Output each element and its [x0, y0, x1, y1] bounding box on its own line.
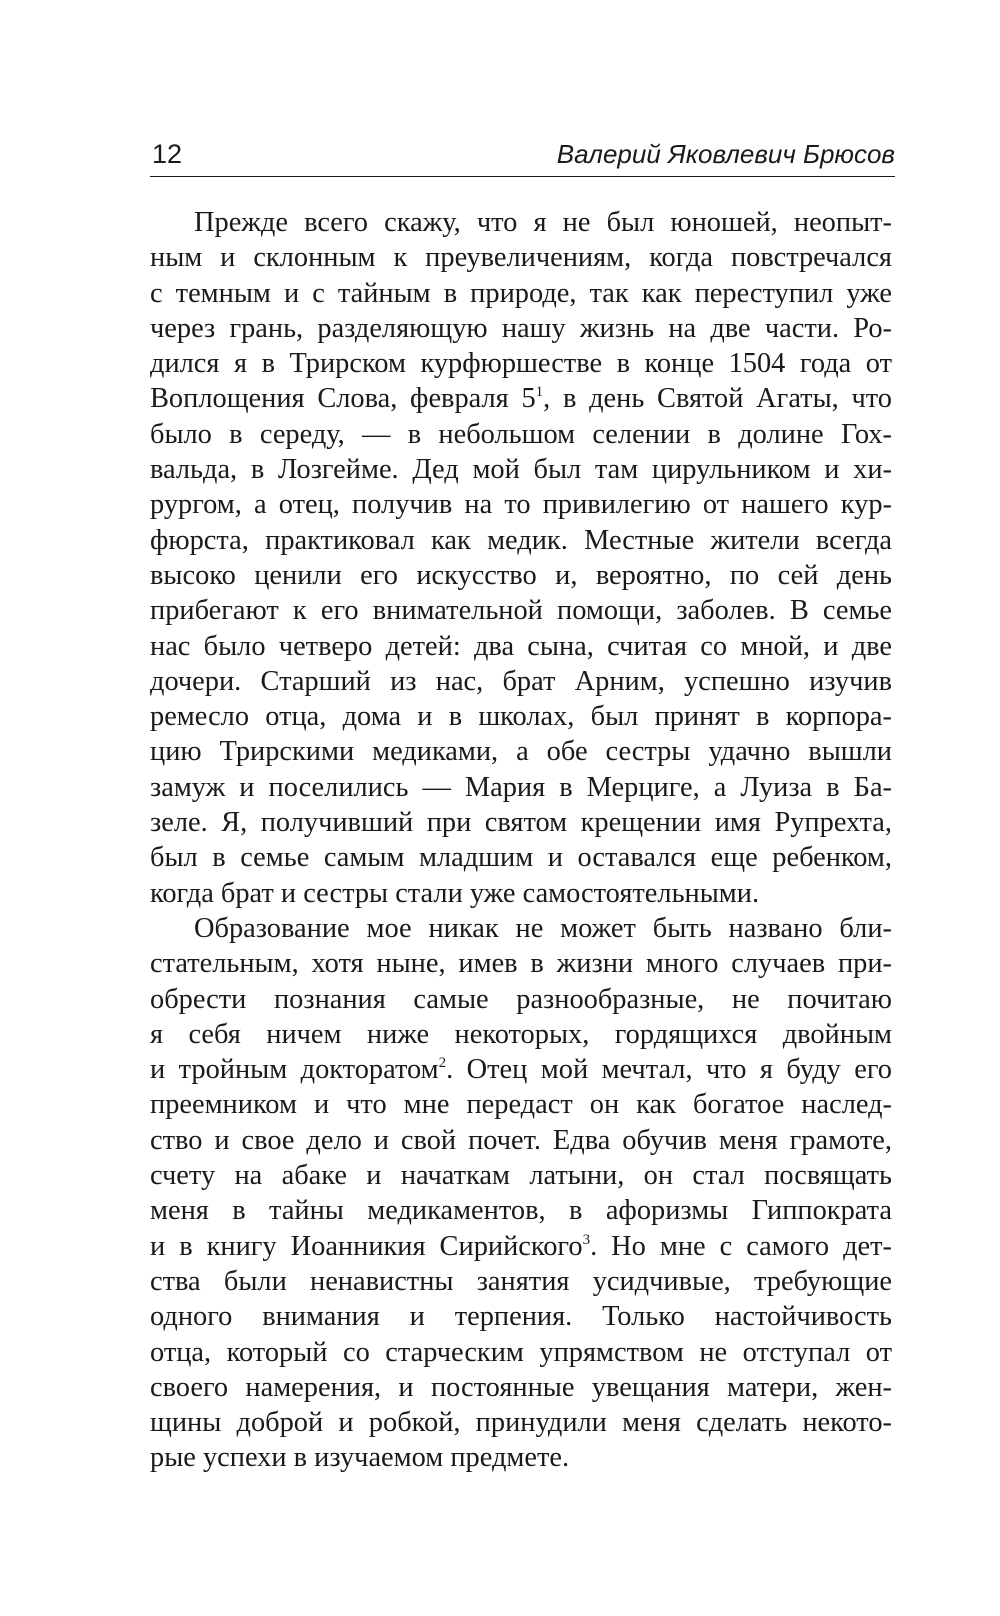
- text-line: ства были ненавистны занятия усидчивые, требующие: [150, 1265, 892, 1297]
- text-line: было в середу, — в небольшом селении в долине Гох-: [150, 418, 892, 450]
- text-line: через грань, разделяющую нашу жизнь на две части. Ро-: [150, 312, 892, 344]
- body-text: [150, 205, 892, 1476]
- text-line: дочери. Старший из нас, брат Арним, успешно изучив: [150, 665, 892, 697]
- text-line: Прежде всего скажу, что я не был юношей, неопыт-: [194, 207, 892, 238]
- text-line: преемником и что мне передаст он как богатое наслед-: [150, 1089, 892, 1121]
- text-line: цию Трирскими медиками, а обе сестры удачно вышли: [150, 736, 892, 768]
- text-line: своего намерения, и постоянные увещания матери, жен-: [150, 1371, 892, 1403]
- text-line: прибегают к его внимательной помощи, заболев. В семье: [150, 595, 892, 627]
- text-line: фюрста, практиковал как медик. Местные жители всегда: [150, 524, 892, 556]
- footnote-marker: 1: [535, 384, 544, 401]
- footnote-marker: 3: [582, 1231, 591, 1248]
- paragraph: [150, 205, 892, 911]
- text-line: и тройным докторатом$^2$. Отец мой мечтал, что я буду его: [150, 1054, 892, 1086]
- text-line: Образование мое никак не может быть названо бли-: [194, 912, 892, 944]
- text-line: нас было четверо детей: два сына, считая со мной, и две: [150, 630, 892, 662]
- text-line: ремесло отца, дома и в школах, был принят в корпора-: [150, 701, 892, 733]
- text-line: и в книгу Иоанникия Сирийского$^3$. Но мне с самого дет-: [150, 1230, 892, 1262]
- text-line: отца, который со старческим упрямством не отступал от: [150, 1336, 892, 1368]
- text-line: одного внимания и терпения. Только настойчивость: [150, 1301, 892, 1333]
- footnote-marker: 2: [438, 1055, 447, 1072]
- text-line: рургом, а отец, получив на то привилегию от нашего кур-: [150, 489, 892, 521]
- text-line: рые успехи в изучаемом предмете.: [150, 1442, 570, 1474]
- text-line: стательным, хотя ныне, имев в жизни много случаев при-: [150, 948, 892, 980]
- text-line: ным и склонным к преувеличениям, когда повстречался: [150, 242, 892, 274]
- text-line: с темным и с тайным в природе, так как переступил уже: [150, 277, 892, 309]
- text-line: когда брат и сестры стали уже самостоятельными.: [150, 877, 760, 909]
- text-line: был в семье самым младшим и оставался еще ребенком,: [150, 842, 892, 874]
- running-title: Валерий Яковлевич Брюсов: [556, 139, 895, 169]
- text-line: Воплощения Слова, февраля $5^1$, в день Святой Агаты, что: [150, 383, 892, 415]
- text-line: меня в тайны медикаментов, в афоризмы Гиппократа: [150, 1195, 892, 1227]
- text-line: ство и свое дело и свой почет. Едва обучив меня грамоте,: [150, 1124, 892, 1156]
- text-line: счету на абаке и начаткам латыни, он стал посвящать: [150, 1160, 892, 1192]
- text-line: обрести познания самые разнообразные, не почитаю: [150, 983, 892, 1015]
- text-line: высоко ценили его искусство и, вероятно, по сей день: [150, 559, 892, 591]
- text-line: я себя ничем ниже некоторых, гордящихся двойным: [150, 1018, 892, 1050]
- page-number: 12: [152, 139, 183, 169]
- paragraph: [150, 911, 892, 1476]
- running-header: [150, 134, 895, 177]
- text-line: замуж и поселились — Мария в Мерциге, а Луиза в Ба-: [150, 771, 892, 803]
- text-line: щины доброй и робкой, принудили меня сделать некото-: [150, 1407, 892, 1439]
- text-line: зеле. Я, получивший при святом крещении имя Рупрехта,: [150, 807, 892, 839]
- text-line: вальда, в Лозгейме. Дед мой был там цирульником и хи-: [150, 454, 892, 486]
- text-line: дился я в Трирском курфюршестве в конце 1504 года от: [150, 348, 892, 380]
